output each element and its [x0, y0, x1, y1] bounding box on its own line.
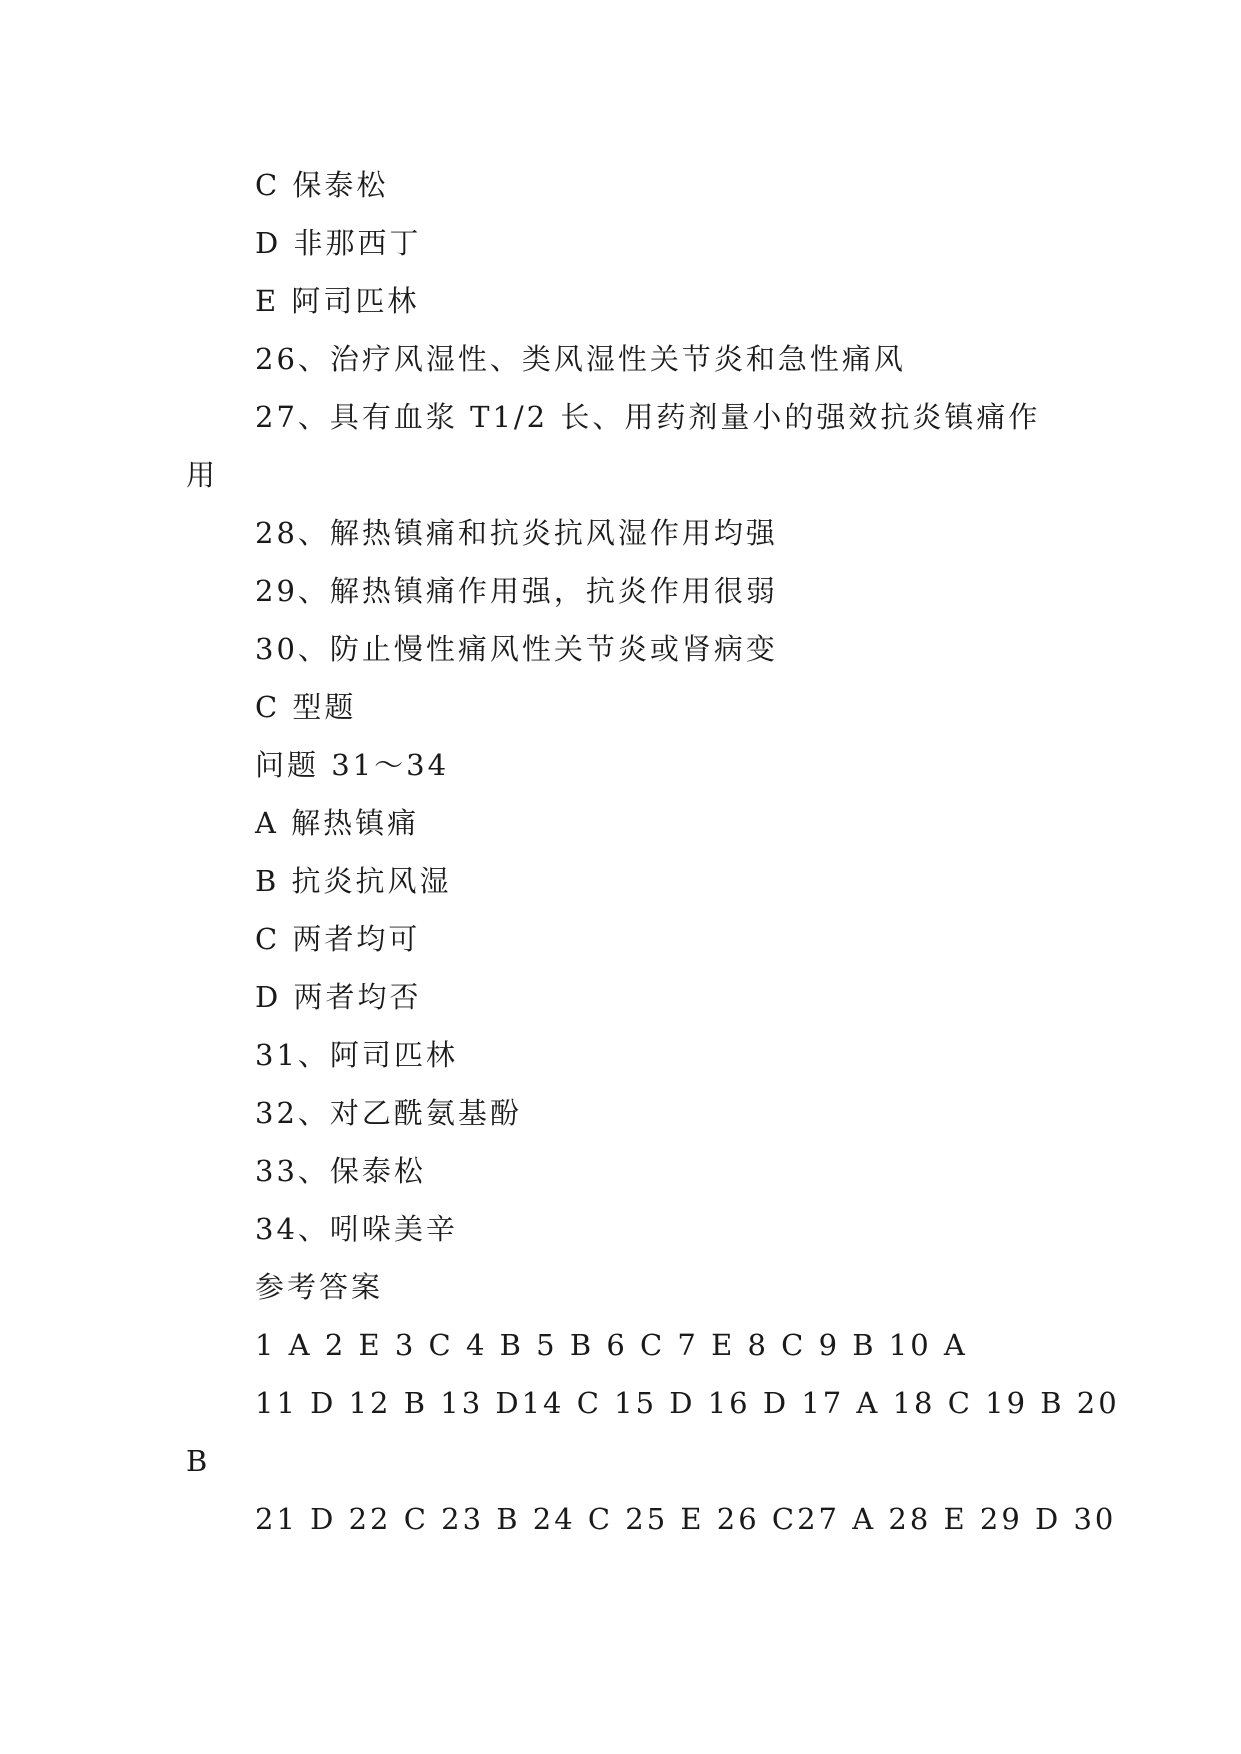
question-26: 26、治疗风湿性、类风湿性关节炎和急性痛风 — [255, 342, 906, 376]
question-29: 29、解热镇痛作用强，抗炎作用很弱 — [255, 574, 778, 608]
question-33: 33、保泰松 — [255, 1154, 426, 1188]
question-32: 32、对乙酰氨基酚 — [255, 1096, 522, 1130]
answer-row-1: 1 A 2 E 3 C 4 B 5 B 6 C 7 E 8 C 9 B 10 A — [255, 1328, 968, 1362]
question-31: 31、阿司匹林 — [255, 1038, 458, 1072]
section-heading: C 型题 — [255, 690, 357, 724]
question-27: 27、具有血浆 T1/2 长、用药剂量小的强效抗炎镇痛作 — [255, 400, 1041, 434]
option-d: D 非那西丁 — [255, 226, 422, 260]
answer-key-heading: 参考答案 — [255, 1270, 384, 1304]
option-c: C 保泰松 — [255, 168, 389, 202]
option-d-neither: D 两者均否 — [255, 980, 422, 1014]
answer-row-2: 11 D 12 B 13 D14 C 15 D 16 D 17 A 18 C 19 B 20 — [255, 1386, 1120, 1420]
question-34: 34、吲哚美辛 — [255, 1212, 458, 1246]
question-28: 28、解热镇痛和抗炎抗风湿作用均强 — [255, 516, 778, 550]
option-a: A 解热镇痛 — [255, 806, 420, 840]
option-c-both: C 两者均可 — [255, 922, 421, 956]
question-group-title: 问题 31～34 — [255, 748, 450, 782]
option-e: E 阿司匹林 — [255, 284, 420, 318]
answer-row-3: 21 D 22 C 23 B 24 C 25 E 26 C27 A 28 E 29 D 30 — [255, 1502, 1117, 1536]
question-30: 30、防止慢性痛风性关节炎或肾病变 — [255, 632, 778, 666]
question-27-continued: 用 — [186, 458, 219, 492]
answer-row-2-continued: B — [186, 1444, 211, 1478]
option-b: B 抗炎抗风湿 — [255, 864, 452, 898]
